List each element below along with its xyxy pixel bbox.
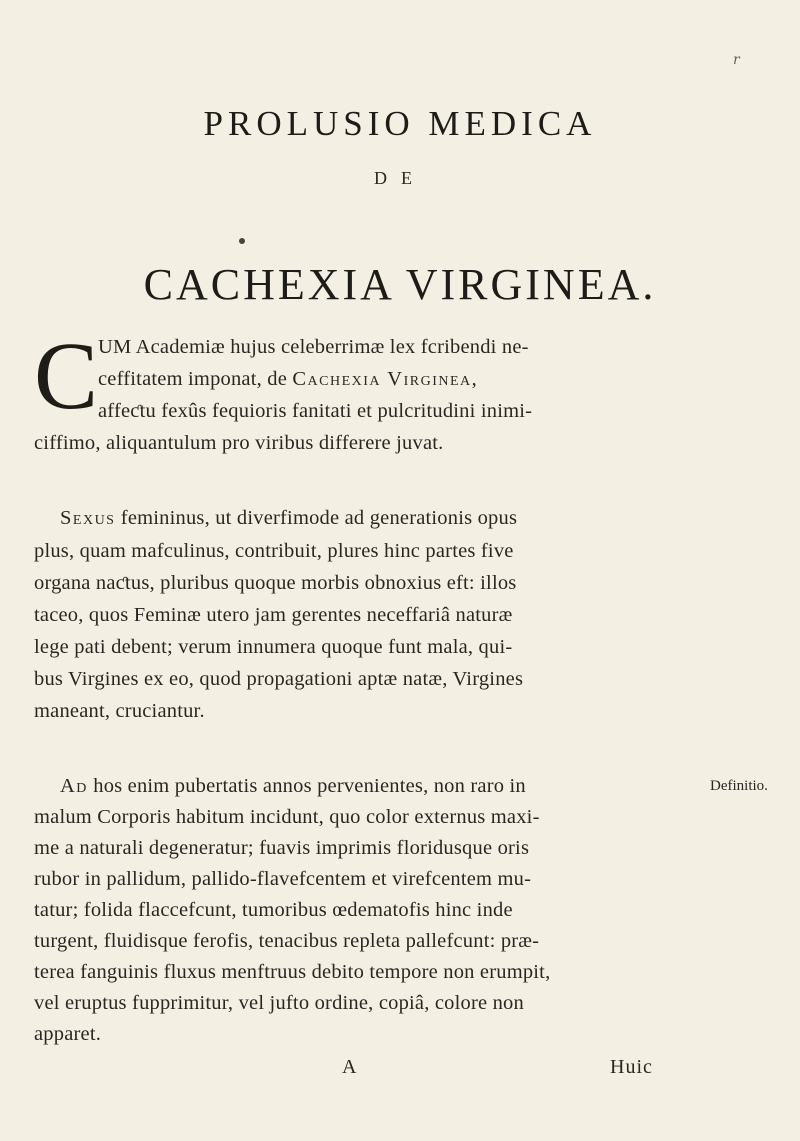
margin-note: Definitio.	[710, 778, 768, 794]
title-de: DE	[374, 168, 426, 188]
text-line: turgent, fluidisque ferofis, tenacibus repleta pallefcunt: præ-	[34, 930, 540, 952]
text-line: maneant, cruciantur.	[34, 700, 205, 722]
text-line: organa naƈtus, pluribus quoque morbis obnoxius eft: illos	[34, 572, 517, 594]
text-line	[60, 775, 526, 798]
page-title: PROLUSIO MEDICA	[203, 104, 597, 143]
text-line: taceo, quos Feminæ utero jam gerentes neceffariâ naturæ	[34, 604, 513, 626]
text-segment: ceffitatem imponat, de	[98, 368, 293, 390]
ornament-dot	[239, 238, 245, 244]
text-line: plus, quam mafculinus, contribuit, plures hinc partes five	[34, 540, 514, 562]
text-line	[60, 507, 517, 530]
text-line: lege pati debent; verum innumera quoque funt mala, qui-	[34, 636, 513, 658]
corner-mark: r	[733, 52, 740, 68]
text-line: me a naturali degeneratur; fuavis imprimis floridusque oris	[34, 837, 530, 859]
text-line	[98, 368, 477, 391]
text-line: affeƈtu fexûs fequioris fanitati et pulcritudini inimi-	[98, 400, 533, 422]
signature-mark: A	[342, 1056, 357, 1078]
text-line: apparet.	[34, 1023, 102, 1045]
text-segment: ,	[471, 368, 477, 390]
text-line: UM Academiæ hujus celeberrimæ lex fcribendi ne-	[98, 336, 529, 358]
text-line: tatur; folida flaccefcunt, tumoribus œdematofis hinc inde	[34, 899, 513, 921]
drop-cap: C	[34, 322, 99, 429]
small-caps-term: Cachexia Virginea	[292, 368, 472, 390]
text-segment: hos enim pubertatis annos pervenientes, non raro in	[87, 775, 526, 797]
text-line: terea fanguinis fluxus menftruus debito tempore non erumpit,	[34, 961, 551, 983]
subject-title: CACHEXIA VIRGINEA.	[143, 260, 657, 309]
text-line: malum Corporis habitum incidunt, quo color externus maxi-	[34, 806, 540, 828]
text-line: vel eruptus fupprimitur, vel jufto ordine, copiâ, colore non	[34, 992, 524, 1014]
lead-word: Sexus	[60, 507, 116, 529]
text-segment: femininus, ut diverfimode ad generationis opus	[115, 507, 518, 529]
text-line: ciffimo, aliquantulum pro viribus differere juvat.	[34, 432, 444, 454]
lead-word: Ad	[60, 775, 88, 797]
catchword: Huic	[610, 1056, 653, 1078]
text-line: bus Virgines ex eo, quod propagationi aptæ natæ, Virgines	[34, 668, 524, 690]
text-line: rubor in pallidum, pallido-flavefcentem et virefcentem mu-	[34, 868, 532, 890]
